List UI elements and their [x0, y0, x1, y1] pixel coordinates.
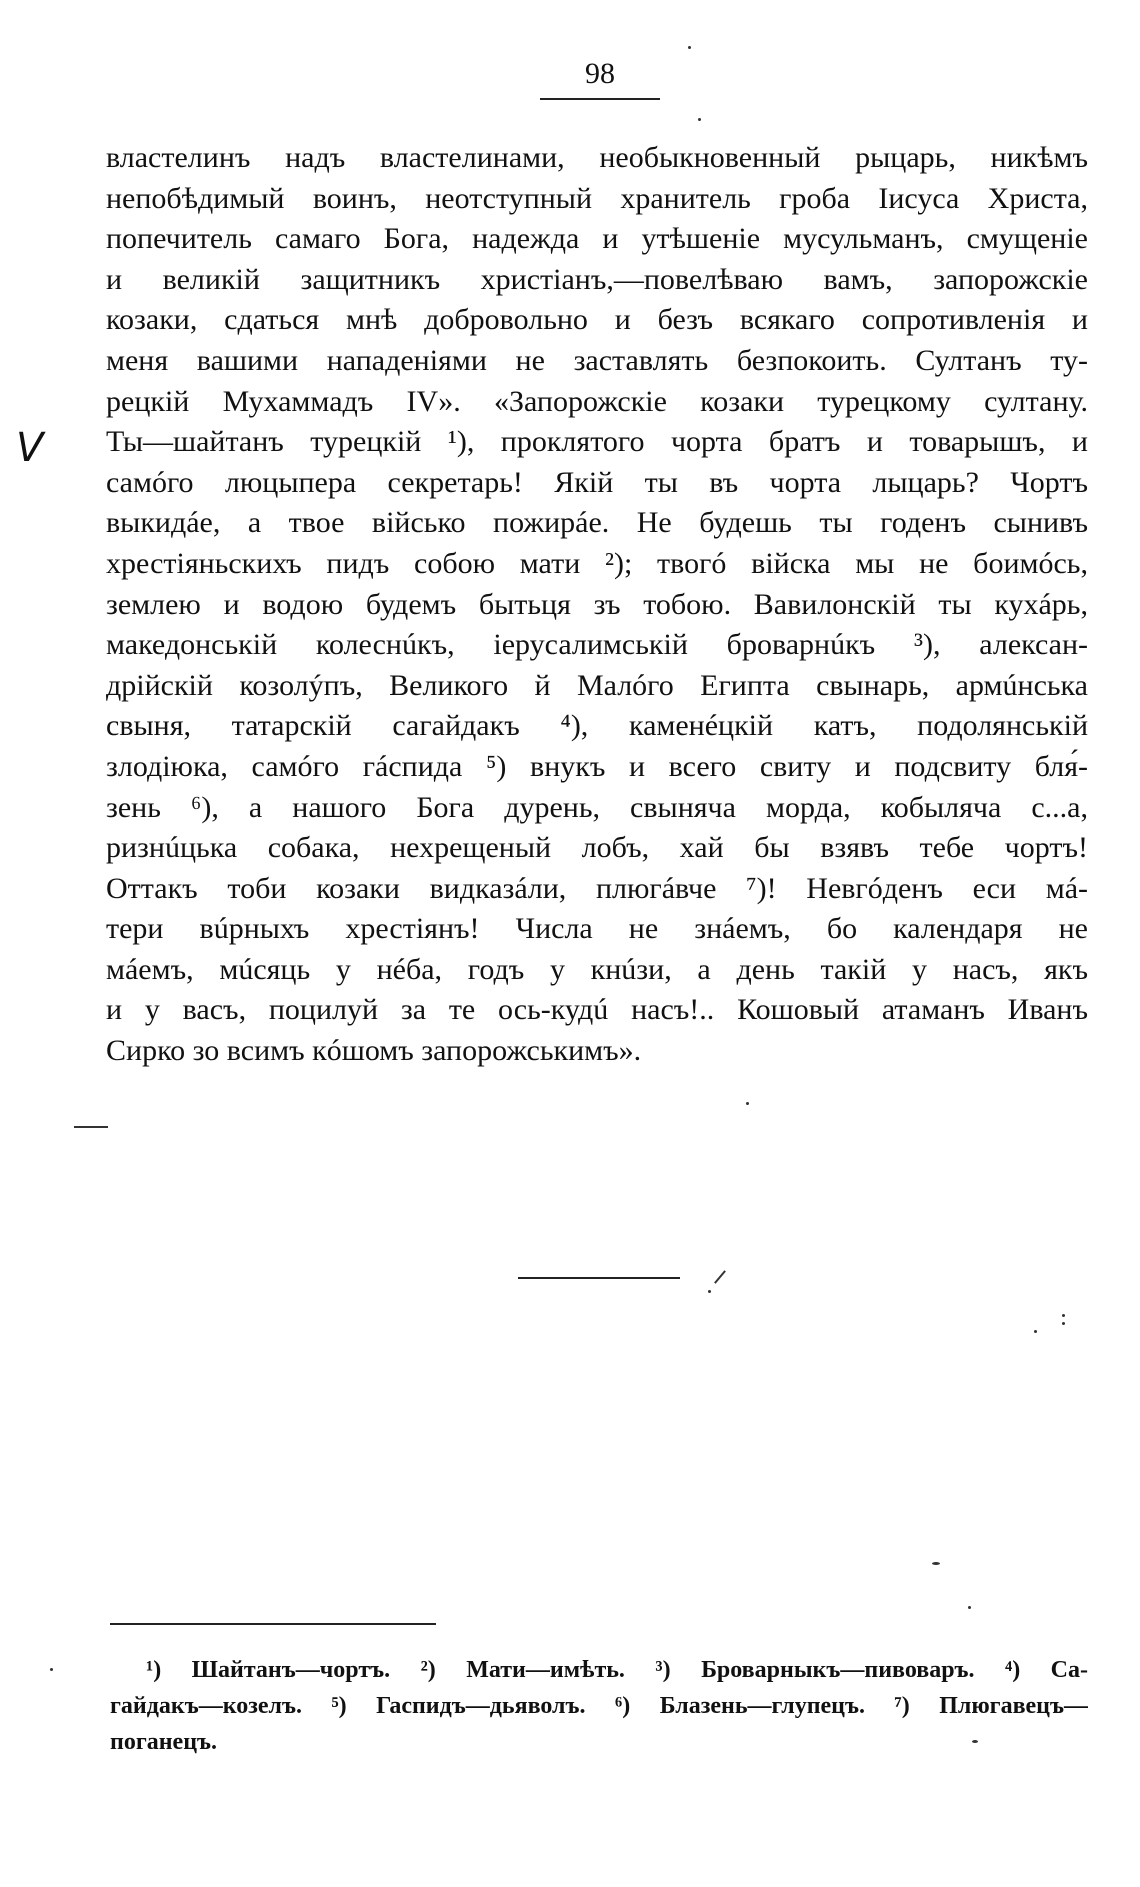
footnote-line: гайдакъ—козелъ. ⁵) Гаспидъ—дьяволъ. ⁶) Блазень—глупецъ. ⁷) Плюгавецъ— [110, 1693, 1088, 1719]
print-speck [746, 1102, 749, 1105]
page-number: 98 [585, 57, 615, 90]
text-line: козаки, сдаться мнѣ добровольно и безъ всякаго сопротивленія и [106, 303, 1088, 337]
text-line: и великій защитникъ христіанъ,—повелѣваю вамъ, запорожскіе [106, 262, 1088, 296]
text-line: тери вúрныхъ хрестіянъ! Числа не знáемъ, бо календаря не [106, 912, 1088, 946]
print-speck [688, 46, 691, 49]
print-speck [708, 1290, 711, 1293]
print-speck [698, 118, 701, 121]
text-line: ризнúцька собака, нехрещеный лобъ, хай бы взявъ тебе чортъ! [106, 831, 1088, 865]
text-line: выкидáе, а твое військо пожирáе. Не будешь ты годенъ сынивъ [106, 506, 1088, 540]
pencil-tick-mark [714, 1270, 726, 1284]
text-line: попечитель самаго Бога, надежда и утѣшеніе мусульманъ, смущеніе [106, 222, 1088, 256]
end-dash [74, 1126, 108, 1128]
print-speck [1062, 1314, 1065, 1317]
print-speck [1034, 1330, 1037, 1333]
text-line: хрестіяньскихъ пидъ собою мати ²); твогó війска мы не боимóсь, [106, 546, 1088, 580]
text-line: злодіюка, самóго гáспида ⁵) внукъ и всего свиту и подсвиту бля́- [106, 749, 1088, 783]
text-line: мáемъ, мúсяць у нéба, годъ у кнúзи, а день такій у насъ, якъ [106, 952, 1088, 986]
main-text-block [106, 138, 1088, 1072]
text-line: Ты—шайтанъ турецкій ¹), проклятого чорта братъ и товарышъ, и [106, 425, 1088, 459]
footnote-line: поганецъ. [110, 1729, 218, 1755]
text-line: Сирко зо всимъ кóшомъ запорожськимъ». [106, 1034, 642, 1068]
text-line: самóго люцыпера секретарь! Якій ты въ чорта лыцарь? Чортъ [106, 465, 1088, 499]
text-line: зень ⁶), а нашого Бога дурень, свыняча морда, кобыляча с...а, [106, 790, 1088, 824]
print-speck [932, 1562, 940, 1565]
section-divider-rule [518, 1277, 680, 1279]
page-number-underline [540, 98, 660, 100]
text-line: рецкій Мухаммадъ IV». «Запорожскіе козаки турецкому султану. [106, 384, 1088, 418]
text-line: землею и водою будемъ бытьця зъ тобою. Вавилонскій ты кухáрь, [106, 587, 1088, 621]
footnote-line: ¹) Шайтанъ—чортъ. ²) Мати—имѣть. ³) Броварныкъ—пивоваръ. ⁴) Са- [146, 1657, 1088, 1683]
text-line: свыня, татарскій сагайдакъ ⁴), каменéцкій катъ, подолянській [106, 709, 1088, 743]
print-speck [1062, 1322, 1065, 1325]
text-line: властелинъ надъ властелинами, необыкновенный рыцарь, никѣмъ [106, 141, 1088, 174]
footnote-separator [110, 1623, 436, 1625]
text-line: македонській колеснúкъ, іерусалимській броварнúкъ ³), алексан- [106, 628, 1088, 662]
text-line: дрійскій козолýпъ, Великого й Малóго Египта свынарь, армúнська [106, 668, 1088, 702]
text-line: Оттакъ тоби козаки видказáли, плюгáвче ⁷)! Невгóденъ еси мá- [106, 871, 1088, 905]
text-line: непобѣдимый воинъ, неотступный хранитель гроба Іисуса Христа, [106, 181, 1088, 215]
margin-check-mark: V [16, 425, 44, 471]
text-line: и у васъ, поцилуй за те ось-кудú насъ!.. Кошовый атаманъ Иванъ [106, 993, 1088, 1027]
text-line: меня вашими нападеніями не заставлять безпокоить. Султанъ ту- [106, 343, 1088, 377]
print-speck [50, 1668, 53, 1671]
footnotes-block [110, 1652, 1088, 1760]
print-speck [968, 1606, 971, 1609]
